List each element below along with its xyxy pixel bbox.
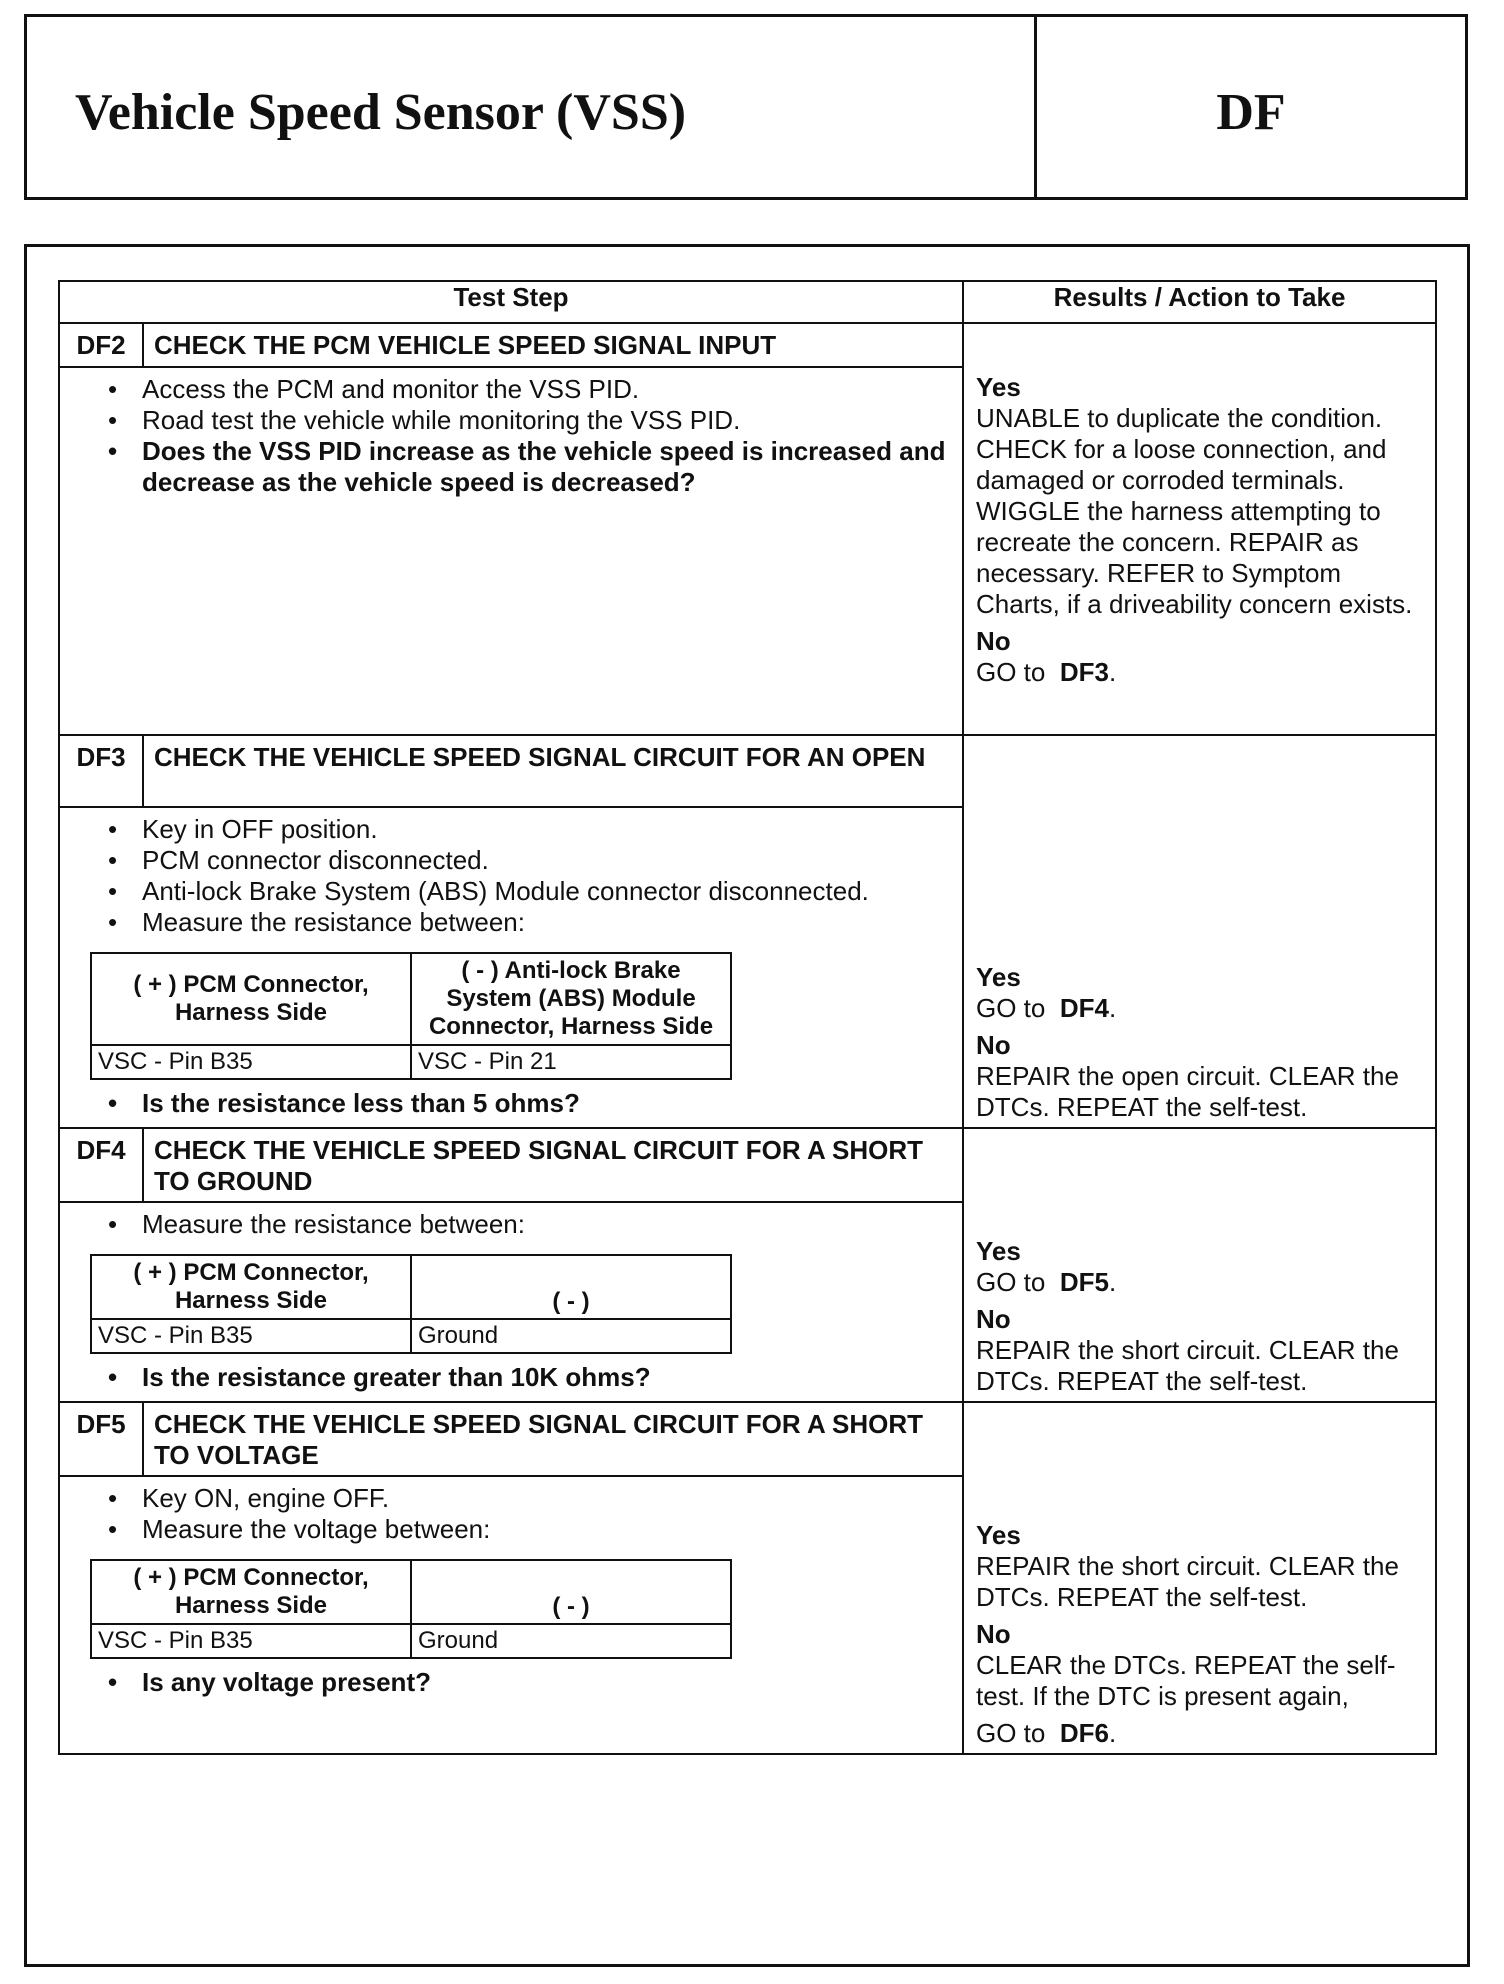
header-box [24, 14, 1468, 200]
measurement-table [90, 952, 732, 1080]
results-df3 [963, 735, 1436, 1128]
measurement-cell-positive: VSC - Pin B35 [91, 1319, 411, 1353]
result-yes-label: Yes [976, 962, 1021, 992]
results-df4 [963, 1128, 1436, 1402]
step-title-df4: CHECK THE VEHICLE SPEED SIGNAL CIRCUIT FOR A SHORT TO GROUND [143, 1128, 963, 1202]
measurement-cell-negative: VSC - Pin 21 [411, 1045, 731, 1079]
measurement-cell-negative: Ground [411, 1624, 731, 1658]
bullet-item: • Anti-lock Brake System (ABS) Module connector disconnected. [142, 876, 952, 907]
result-no-text: REPAIR the open circuit. CLEAR the DTCs. REPEAT the self-test. [976, 1061, 1399, 1122]
step-body-df4 [59, 1202, 963, 1402]
result-yes-label: Yes [976, 1236, 1021, 1266]
bullet-item: • PCM connector disconnected. [142, 845, 952, 876]
measurement-header-positive: ( + ) PCM Connector, Harness Side [91, 1560, 411, 1624]
result-no-text: CLEAR the DTCs. REPEAT the self-test. If the DTC is present again, [976, 1650, 1396, 1711]
measurement-header-positive: ( + ) PCM Connector, Harness Side [91, 1255, 411, 1319]
step-id-df2: DF2 [59, 323, 143, 367]
step-id-df4: DF4 [59, 1128, 143, 1202]
step-title-df3: CHECK THE VEHICLE SPEED SIGNAL CIRCUIT FOR AN OPEN [143, 735, 963, 807]
measurement-header-negative: ( - ) [411, 1560, 731, 1624]
result-yes-text: GO to DF4. [976, 993, 1117, 1023]
step-body-df2 [59, 367, 963, 735]
result-yes-text: UNABLE to duplicate the condition. CHECK for a loose connection, and damaged or corroded terminals. WIGGLE the harness attempting to recreate the concern. REPAIR as necessary. REFER to Symptom Charts, if a driveability concern exists. [976, 403, 1413, 619]
step-question: • Does the VSS PID increase as the vehicle speed is increased and decrease as the vehicle speed is decreased? [142, 436, 952, 498]
step-id-df3: DF3 [59, 735, 143, 807]
result-no-label: No [976, 1030, 1011, 1060]
header-test-step: Test Step [59, 281, 963, 323]
step-question: • Is any voltage present? [142, 1667, 952, 1698]
measurement-cell-negative: Ground [411, 1319, 731, 1353]
measurement-header-positive: ( + ) PCM Connector, Harness Side [91, 953, 411, 1045]
result-no-text: REPAIR the short circuit. CLEAR the DTCs. REPEAT the self-test. [976, 1335, 1399, 1396]
results-df2 [963, 323, 1436, 735]
measurement-cell-positive: VSC - Pin B35 [91, 1624, 411, 1658]
result-no-label: No [976, 1619, 1011, 1649]
step-question: • Is the resistance greater than 10K ohms? [142, 1362, 952, 1393]
bullet-item: • Measure the resistance between: [142, 1209, 952, 1240]
section-code: DF [1216, 84, 1286, 141]
header-results: Results / Action to Take [963, 281, 1436, 323]
test-step-table [58, 280, 1437, 1755]
bullet-item: • Measure the voltage between: [142, 1514, 952, 1545]
bullet-item: • Measure the resistance between: [142, 907, 952, 938]
measurement-header-negative: ( - ) [411, 1255, 731, 1319]
result-yes-text: REPAIR the short circuit. CLEAR the DTCs. REPEAT the self-test. [976, 1551, 1399, 1612]
result-yes-ref: DF5 [1059, 1267, 1109, 1297]
result-yes-label: Yes [976, 372, 1021, 402]
step-title-df5: CHECK THE VEHICLE SPEED SIGNAL CIRCUIT FOR A SHORT TO VOLTAGE [143, 1402, 963, 1476]
step-question: • Is the resistance less than 5 ohms? [142, 1088, 952, 1119]
measurement-cell-positive: VSC - Pin B35 [91, 1045, 411, 1079]
result-yes-text: GO to DF5. [976, 1267, 1117, 1297]
bullet-item: • Key in OFF position. [142, 814, 952, 845]
results-df5 [963, 1402, 1436, 1754]
step-body-df5 [59, 1476, 963, 1754]
result-no-ref: DF6 [1059, 1718, 1109, 1748]
page-title: Vehicle Speed Sensor (VSS) [75, 84, 687, 141]
measurement-table [90, 1559, 732, 1659]
measurement-header-negative: ( - ) Anti-lock Brake System (ABS) Module Connector, Harness Side [411, 953, 731, 1045]
result-no-label: No [976, 626, 1011, 656]
bullet-item: • Key ON, engine OFF. [142, 1483, 952, 1514]
measurement-table [90, 1254, 732, 1354]
result-no-ref: DF3 [1059, 657, 1109, 687]
result-no-text: GO to DF3. [976, 657, 1117, 687]
step-body-df3 [59, 807, 963, 1128]
bullet-item: • Access the PCM and monitor the VSS PID. [142, 374, 952, 405]
bullet-item: • Road test the vehicle while monitoring the VSS PID. [142, 405, 952, 436]
result-yes-ref: DF4 [1059, 993, 1109, 1023]
result-no-goto: GO to DF6. [976, 1718, 1117, 1748]
step-title-df2: CHECK THE PCM VEHICLE SPEED SIGNAL INPUT [143, 323, 963, 367]
step-id-df5: DF5 [59, 1402, 143, 1476]
result-yes-label: Yes [976, 1520, 1021, 1550]
result-no-label: No [976, 1304, 1011, 1334]
